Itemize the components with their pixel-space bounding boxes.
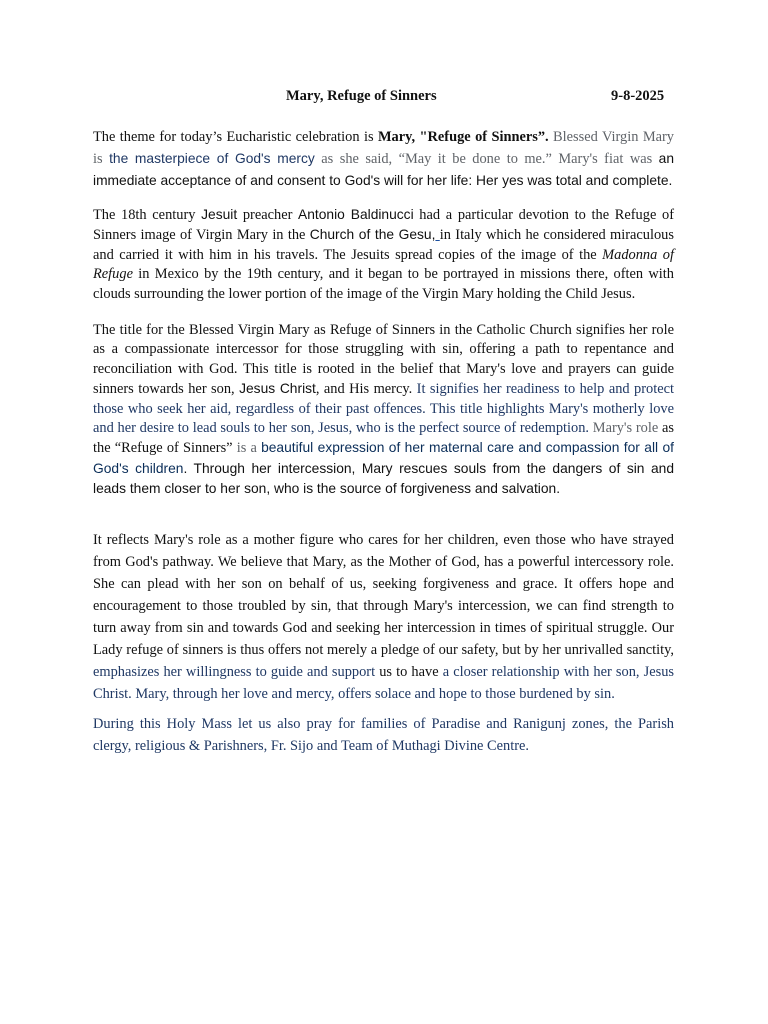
p2-text: in Mexico by the 19th century, and it began to be portrayed in missions there, often with clouds surrounding the lower portion of the image of the Virgin Mary holding the Child Jesus.: [93, 266, 674, 302]
p1-highlight: the masterpiece of God's mercy: [109, 151, 315, 166]
document-body: [93, 126, 674, 757]
p3-text: . Through her intercession, Mary rescues souls from the dangers of sin and leads them closer to her son, who is the source of forgiveness and salvation.: [93, 460, 674, 497]
p3-text: The title for the Blessed Virgin Mary as Refuge of Sinners in the Catholic Church signifies her role as a compassionate intercessor for those struggling with sin, offering a path to repentance and reconciliation with God. This title is rooted in the belief that Mary's love and prayers can guide sinners towards her son,: [93, 322, 674, 398]
paragraph-history: [93, 205, 674, 304]
p3-highlight: It signifies her readiness to help and protect those who seek her aid, regardless of their past offences. This title highlights Mary's motherly love and her desire to lead souls to her son, Jesus, who is the perfect source of redemption.: [93, 381, 675, 437]
p2-madonna: Madonna of Refuge: [93, 246, 675, 283]
paragraph-mother-role: [93, 529, 674, 705]
p2-text: preacher: [237, 207, 299, 223]
p3-jesus: Jesus Christ: [239, 381, 316, 397]
p4-highlight: emphasizes her willingness to guide and support: [93, 663, 376, 680]
paragraph-title-meaning: [93, 321, 674, 500]
p1-text: The theme for today’s Eucharistic celebration is: [93, 129, 378, 145]
p3-text: as the “Refuge of Sinners”: [93, 420, 675, 457]
paragraph-intro: [93, 126, 674, 192]
p1-theme: Mary, "Refuge of Sinners”.: [377, 129, 549, 145]
p3-text: , and His mercy.: [315, 381, 417, 398]
p3-highlight: beautiful expression of her maternal care and compassion for all of God's children: [93, 440, 675, 476]
date-label: 9-8-2025: [611, 88, 665, 104]
p2-text: The 18th century: [93, 207, 202, 223]
p4-text: It reflects Mary's role as a mother figure who cares for her children, even those who have strayed from God's pathway. We believe that Mary, as the Mother of God, has a powerful intercessory role. She can plead with her son on behalf of us, seeking forgiveness and grace. It offers hope and encouragement to those troubled by sin, that through Mary's intercession, we can find strength to turn away from sin and towards God and seeking her intercession in times of spiritual struggle. Our Lady refuge of sinners is thus offers not merely a pledge of our safety, but by her unrivalled sanctity,: [93, 531, 674, 658]
p2-church: Church of the Gesu,: [309, 227, 436, 243]
p2-name: Antonio Baldinucci: [298, 207, 414, 222]
p1-text: as she said, “May it be done to me.” Mary's fiat was: [314, 151, 659, 167]
page-title: Mary, Refuge of Sinners: [286, 88, 437, 104]
p5-text: During this Holy Mass let us also pray for families of Paradise and Ranigunj zones, the Parish clergy, religious & Parishners, Fr. Sijo and Team of Muthagi Divine Centre.: [93, 715, 674, 754]
p2-text: had a particular devotion to the Refuge of Sinners image of Virgin Mary in the: [93, 207, 674, 244]
paragraph-prayer: [93, 713, 674, 757]
p2-text: in Italy which he considered miraculous and carried it with him in his travels. The Jesuits spread copies of the image of the: [93, 227, 674, 263]
p1-highlight: an immediate acceptance of and consent to God's will for her life: Her yes was total and complete.: [93, 151, 675, 188]
p3-text: is a: [232, 440, 262, 457]
document-header: [0, 88, 768, 108]
p1-text: Blessed Virgin Mary is: [93, 129, 674, 167]
p4-text: us to have: [375, 663, 443, 680]
p2-jesuit: Jesuit: [201, 207, 238, 222]
p3-text: Mary's role: [589, 420, 659, 437]
p4-highlight: a closer relationship with her son, Jesus Christ. Mary, through her love and mercy, offers solace and hope to those burdened by sin.: [93, 663, 675, 702]
